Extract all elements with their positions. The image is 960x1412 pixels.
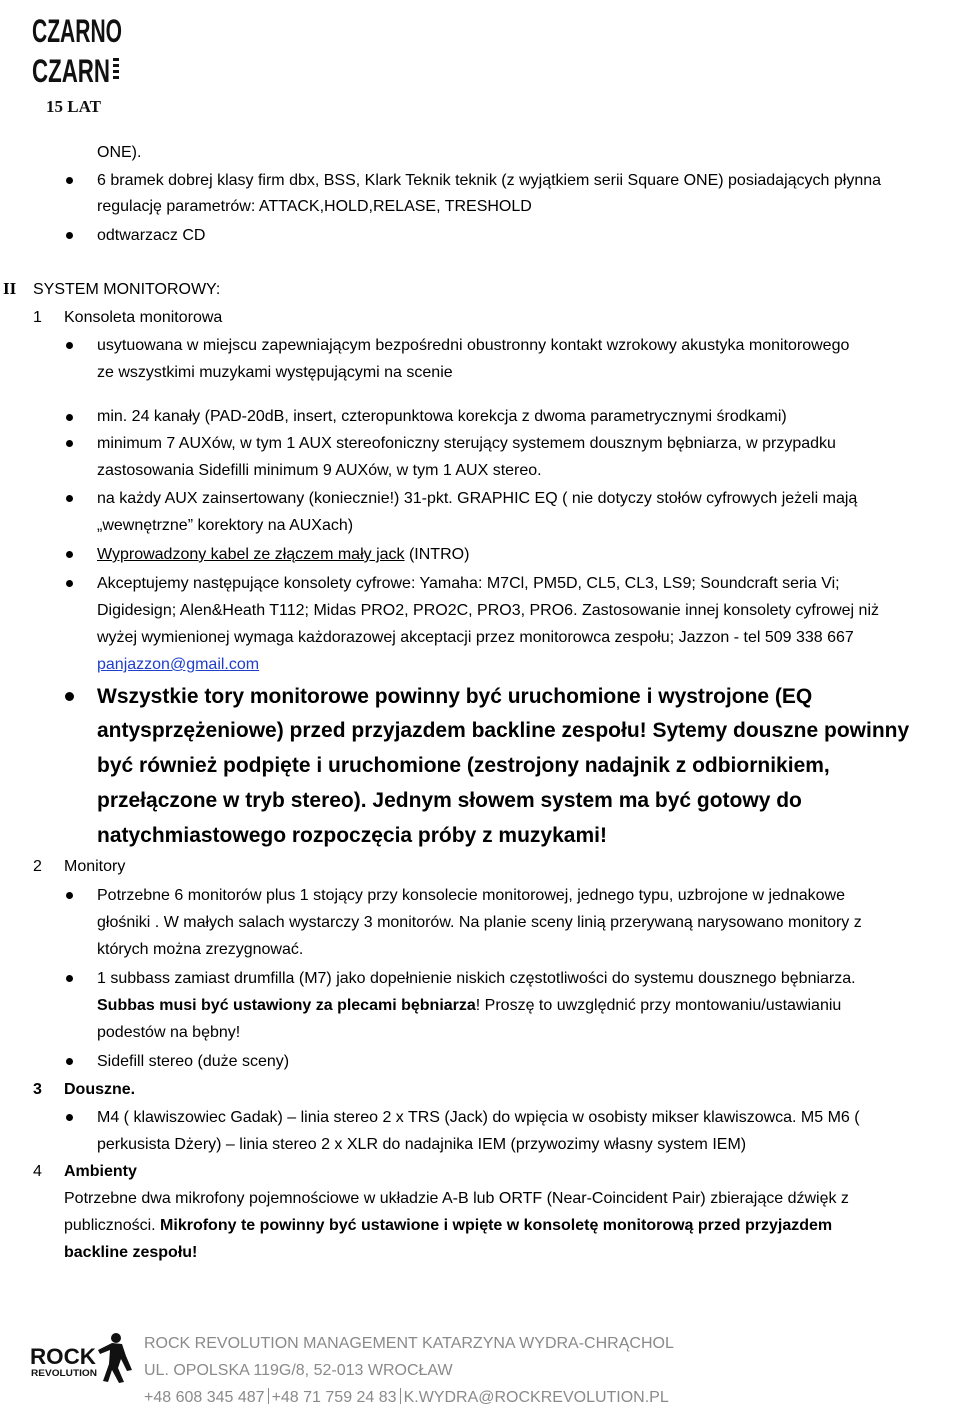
email-link[interactable]: panjazzon@gmail.com [97, 656, 260, 673]
important-note-line-3: być również podpięte i uruchomione (zestrojony nadajnik z odbiornikiem, [97, 754, 830, 777]
in-ear-line-2: perkusista Dżery) – linia stereo 2 x XLR do nadajnika IEM (przywozimy własny system IEM) [97, 1136, 747, 1153]
subbass-bold: Subbas musi być ustawiony za plecami bębniarza [97, 997, 476, 1014]
graphic-eq-line-1: na każdy AUX zainsertowany (koniecznie!) 31-pkt. GRAPHIC EQ ( nie dotyczy stołów cyfrowych jeżeli mają [97, 490, 858, 507]
important-note-line-5: natychmiastowego rozpoczęcia próby z muzykami! [97, 824, 607, 847]
aux-requirements-line-2: zastosowania Sidefilli minimum 9 AUXów, w tym 1 AUX stereo. [97, 462, 542, 479]
accepted-consoles-line-2: Digidesign; Alen&Heath T112; Midas PRO2, PRO2C, PRO3, PRO6. Zastosowanie innej konsolety cyfrowej niż [97, 602, 879, 619]
subsection-title: Monitory [64, 858, 126, 875]
jack-cable-note: (INTRO) [404, 546, 470, 563]
guitarist-figure-icon [98, 1333, 132, 1383]
footer-contacts [144, 1388, 669, 1408]
subsection-title: Douszne. [64, 1081, 136, 1098]
monitors-count-line-3: których można zrezygnować. [97, 941, 304, 958]
subsection-number: 2 [33, 858, 42, 875]
bullet [66, 414, 73, 421]
subsection-title: Konsoleta monitorowa [64, 309, 223, 326]
important-note-line-1: Wszystkie tory monitorowe powinny być uruchomione i wystrojone (EQ [97, 685, 813, 708]
subsection-number: 1 [33, 309, 42, 326]
subsection-title: Ambienty [64, 1163, 137, 1180]
console-location-line-2: ze wszystkimi muzykami występującymi na scenie [97, 364, 453, 381]
footer-email[interactable]: K.WYDRA@ROCKREVOLUTION.PL [403, 1389, 669, 1406]
bullet [66, 342, 73, 349]
important-note-line-2: antysprzężeniowe) przed przyjazdem backline zespołu! Sytemy douszne powinny [97, 719, 910, 742]
footer-phone-2: +48 71 759 24 83 [271, 1389, 397, 1406]
monitors-count-line-2: głośniki . W małych salach wystarczy 3 monitorów. Na planie sceny linią przerywaną narysowano monitory z [97, 914, 862, 931]
jack-cable-underlined: Wyprowadzony kabel ze złączem mały jack [97, 546, 405, 563]
bullet [66, 1114, 73, 1121]
bullet [66, 1058, 73, 1065]
rock-revolution-logo [30, 1330, 134, 1386]
ambient-mics-line-1: Potrzebne dwa mikrofony pojemnościowe w układzie A-B lub ORTF (Near-Coincident Pair) zbierające dźwięk z [64, 1190, 849, 1207]
bullet [66, 892, 73, 899]
logo-line-1: CZARNO [32, 13, 122, 49]
in-ear-line-1: M4 ( klawiszowiec Gadak) – linia stereo 2 x TRS (Jack) do wpięcia w osobisty mikser klawiszowca. M5 M6 ( [97, 1109, 860, 1126]
channel-requirements: min. 24 kanały (PAD-20dB, insert, czteropunktowa korekcja z dwoma parametrycznymi środkami) [97, 408, 787, 425]
footer-phone-1: +48 608 345 487 [144, 1389, 265, 1406]
ambient-mics-bold: Mikrofony te powinny być ustawione i wpięte w konsoletę monitorową przed przyjazdem [160, 1217, 833, 1234]
bullet [65, 692, 74, 701]
aux-requirements-line-1: minimum 7 AUXów, w tym 1 AUX stereofoniczny sterujący systemem dousznym bębniarza, w przypadku [97, 435, 836, 452]
jack-cable-item [97, 545, 469, 565]
gate-list-line-2: regulację parametrów: ATTACK,HOLD,RELASE, TRESHOLD [97, 198, 532, 215]
logo-anniversary: 15 LAT [46, 97, 101, 116]
bullet [66, 580, 73, 587]
continued-text: ONE). [97, 144, 142, 161]
sidefill-item: Sidefill stereo (duże sceny) [97, 1053, 290, 1070]
bullet [66, 551, 73, 558]
console-location-line-1: usytuowana w miejscu zapewniającym bezpośredni obustronny kontakt wzrokowy akustyka monitorowego [97, 337, 850, 354]
cd-player-item: odtwarzacz CD [97, 227, 206, 244]
graphic-eq-line-2: „wewnętrzne” korektory na AUXach) [97, 517, 354, 534]
ambient-mics-line-3: backline zespołu! [64, 1244, 198, 1261]
bullet [66, 440, 73, 447]
accepted-consoles-line-3: wyżej wymienionej wymaga każdorazowej akceptacji przez monitorowca zespołu; Jazzon - tel 509 338 667 [97, 629, 854, 646]
ambient-mics-normal: publiczności. [64, 1217, 161, 1234]
subbass-line-1: 1 subbass zamiast drumfilla (M7) jako dopełnienie niskich częstotliwości do systemu dousznego bębniarza. [97, 970, 856, 987]
subbass-note: ! Proszę to uwzględnić przy montowaniu/ustawianiu [475, 997, 842, 1014]
footer-address: UL. OPOLSKA 119G/8, 52-013 WROCŁAW [144, 1362, 453, 1379]
subsection-number: 3 [33, 1081, 42, 1098]
logo-revolution: REVOLUTION [31, 1368, 97, 1378]
ambient-mics-line-2 [64, 1216, 832, 1236]
accepted-consoles-line-1: Akceptujemy następujące konsolety cyfrowe: Yamaha: M7Cl, PM5D, CL5, CL3, LS9; Soundcraft seria Vi; [97, 575, 840, 592]
logo-line-2: CZARN [32, 53, 110, 89]
gate-list-line-1: 6 bramek dobrej klasy firm dbx, BSS, Klark Teknik teknik (z wyjątkiem serii Square ONE) posiadających płynna [97, 172, 882, 189]
subsection-number: 4 [33, 1163, 42, 1180]
logo-rock: ROCK [30, 1344, 97, 1369]
footer-company: ROCK REVOLUTION MANAGEMENT KATARZYNA WYDRA-CHRĄCHOL [144, 1335, 674, 1352]
bullet [66, 177, 73, 184]
bullet [66, 232, 73, 239]
section-numeral: II [3, 279, 17, 298]
important-note-line-4: przełączone w tryb stereo). Jednym słowem system ma być gotowy do [97, 789, 802, 812]
subbass-line-3: podestów na bębny! [97, 1024, 241, 1041]
subbass-line-2 [97, 996, 841, 1016]
czarno-czarni-logo [32, 6, 124, 116]
bullet [66, 975, 73, 982]
bullet [66, 495, 73, 502]
section-title: SYSTEM MONITOROWY: [33, 281, 221, 298]
monitors-count-line-1: Potrzebne 6 monitorów plus 1 stojący przy konsolecie monitorowej, jednego typu, uzbrojone w jednakowe [97, 887, 845, 904]
